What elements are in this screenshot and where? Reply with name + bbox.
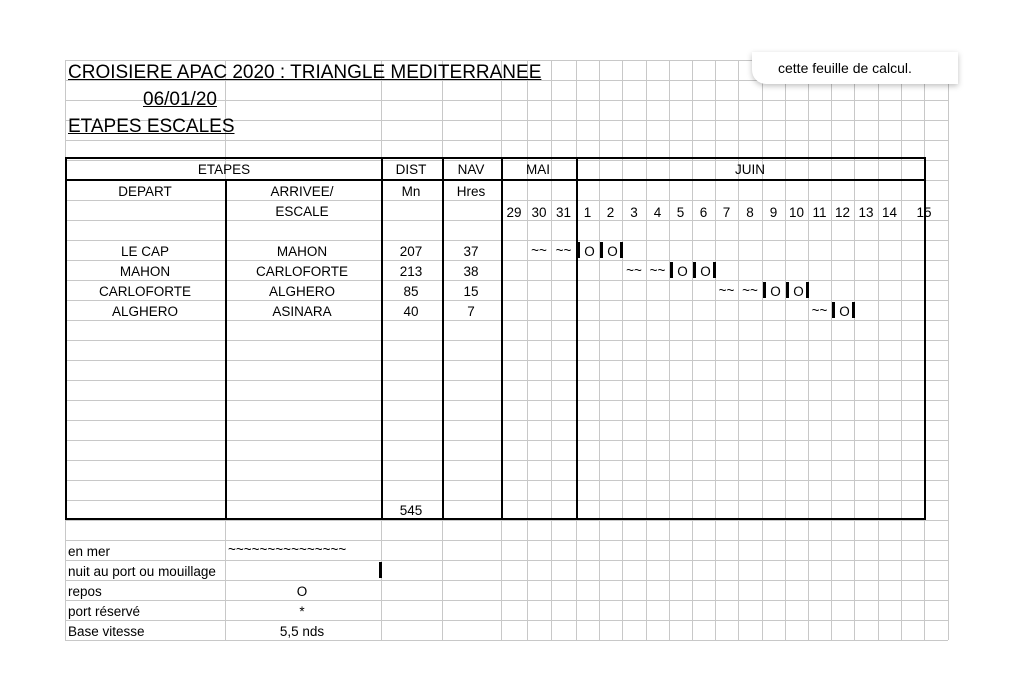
table-column-border	[501, 157, 503, 520]
row-depart: MAHON	[119, 264, 171, 279]
day-number: 29	[506, 205, 522, 220]
row-nav: 38	[463, 264, 479, 279]
total-distance: 545	[399, 503, 423, 518]
day-number: 30	[531, 205, 547, 220]
row-arrivee: ASINARA	[272, 304, 332, 319]
sheet-subtitle: ETAPES ESCALES	[68, 116, 235, 137]
schedule-mark: ~~	[626, 263, 642, 278]
legend-value: 5,5 nds	[279, 624, 325, 639]
schedule-mark: ~~	[555, 243, 572, 258]
schedule-mark: ~~	[811, 303, 828, 318]
row-nav: 7	[467, 304, 475, 319]
day-number: 12	[834, 205, 851, 220]
day-number: 3	[630, 205, 638, 220]
row-dist: 40	[403, 304, 419, 319]
header-dist-unit: Mn	[401, 184, 421, 199]
day-number: 15	[916, 205, 932, 220]
day-number: 7	[722, 205, 731, 220]
schedule-mark: O	[839, 304, 850, 319]
header-depart: DEPART	[118, 184, 172, 199]
row-nav: 15	[463, 284, 479, 299]
legend-night-marker	[379, 562, 382, 578]
header-mai: MAI	[525, 162, 551, 177]
day-number: 31	[555, 205, 572, 220]
table-column-border	[381, 157, 383, 520]
sheet-title: CROISIERE APAC 2020 : TRIANGLE MEDITERRANEE	[68, 62, 542, 83]
day-number: 6	[699, 205, 708, 220]
header-nav-unit: Hres	[456, 184, 486, 199]
legend-label: Base vitesse	[68, 624, 145, 639]
schedule-mark: O	[770, 284, 781, 299]
row-depart: CARLOFORTE	[98, 284, 192, 299]
table-border-top	[65, 157, 926, 159]
night-marker	[852, 302, 855, 318]
day-number: 11	[812, 205, 827, 220]
day-number: 10	[788, 205, 805, 220]
header-juin: JUIN	[735, 162, 765, 177]
sheet-date: 06/01/20	[143, 89, 217, 110]
table-border-bottom	[65, 518, 926, 520]
legend-value: *	[299, 604, 305, 619]
day-number: 1	[583, 205, 592, 220]
night-marker	[577, 242, 580, 258]
header-arrivee: ARRIVEE/	[270, 184, 334, 199]
night-marker	[713, 262, 716, 278]
night-marker	[763, 282, 766, 298]
table-column-border	[65, 157, 67, 520]
header-nav: NAV	[457, 162, 485, 177]
night-marker	[620, 242, 623, 258]
schedule-mark: O	[793, 284, 804, 299]
day-number: 14	[881, 205, 898, 220]
table-header-divider	[65, 179, 926, 181]
header-etapes: ETAPES	[197, 162, 251, 177]
day-number: 13	[858, 205, 874, 220]
header-dist: DIST	[395, 162, 427, 177]
legend-label: nuit au port ou mouillage	[68, 564, 216, 579]
header-escale: ESCALE	[275, 204, 329, 219]
schedule-mark: ~~	[649, 263, 666, 278]
row-arrivee: CARLOFORTE	[255, 264, 349, 279]
table-column-border	[442, 157, 444, 520]
table-column-border	[225, 179, 227, 520]
night-marker	[786, 282, 789, 298]
schedule-mark: O	[700, 264, 711, 279]
schedule-mark: ~~	[718, 283, 735, 298]
tooltip-text: cette feuille de calcul.	[778, 60, 912, 76]
schedule-mark: O	[607, 244, 618, 259]
legend-label: repos	[68, 584, 102, 599]
row-dist: 213	[399, 264, 423, 279]
day-number: 4	[653, 205, 662, 220]
night-marker	[670, 262, 673, 278]
schedule-mark: ~~	[742, 283, 758, 298]
schedule-mark: ~~	[531, 243, 547, 258]
legend-value: ~~~~~~~~~~~~~~~	[228, 542, 347, 557]
row-arrivee: ALGHERO	[268, 284, 336, 299]
row-depart: ALGHERO	[111, 304, 179, 319]
day-number: 8	[746, 205, 754, 220]
night-marker	[806, 282, 809, 298]
legend-label: en mer	[68, 544, 111, 559]
day-number: 9	[769, 205, 778, 220]
schedule-mark: O	[677, 264, 688, 279]
night-marker	[693, 262, 696, 278]
row-arrivee: MAHON	[276, 244, 328, 259]
day-number: 5	[676, 205, 685, 220]
schedule-mark: O	[584, 244, 595, 259]
row-nav: 37	[463, 244, 479, 259]
legend-value: O	[296, 584, 308, 599]
row-depart: LE CAP	[120, 244, 170, 259]
row-dist: 85	[403, 284, 419, 299]
night-marker	[832, 302, 835, 318]
tooltip-popup	[752, 52, 958, 84]
night-marker	[600, 242, 603, 258]
day-number: 2	[606, 205, 615, 220]
row-dist: 207	[399, 244, 423, 259]
legend-label: port réservé	[68, 604, 141, 619]
